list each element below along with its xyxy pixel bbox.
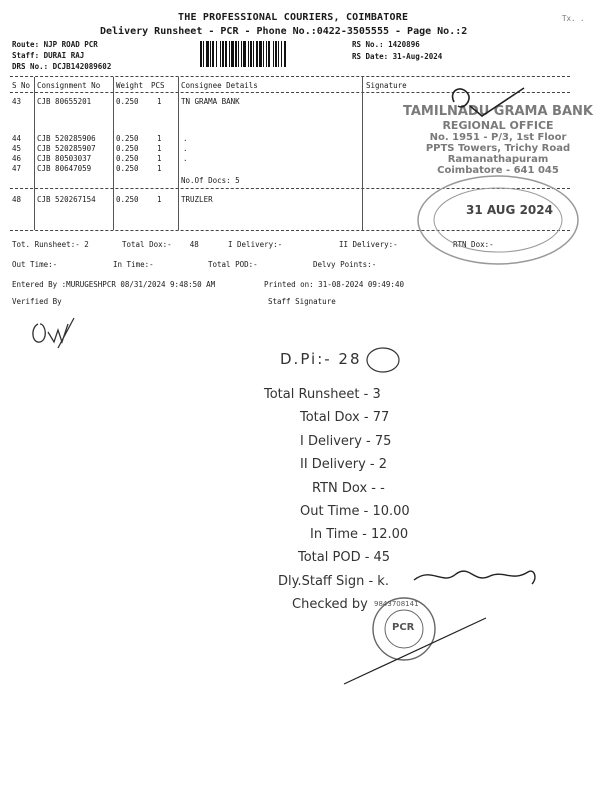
col-weight: Weight (116, 81, 144, 90)
verified-signature (28, 312, 80, 354)
corner-mark: Tx. . (562, 14, 585, 23)
tot-runsheet: Tot. Runsheet:- 2 (12, 240, 89, 249)
cell-consignment: CJB 520285906 (37, 134, 96, 143)
oval-stamp (414, 172, 582, 268)
verified-by-label: Verified By (12, 297, 62, 306)
cell-weight: 0.250 (116, 195, 139, 204)
cell-sno: 47 (12, 164, 22, 173)
cell-sno: 44 (12, 134, 22, 143)
pcr-stamp-number: 9843708141 (374, 600, 419, 608)
col-consignee: Consignee Details (181, 81, 258, 90)
runsheet-subtitle: Delivery Runsheet - PCR - Phone No.:0422-3505555 - Page No.:2 (100, 26, 468, 37)
staff-label: Staff: DURAI RAJ (12, 51, 85, 60)
hw-out-time: Out Time - 10.00 (300, 504, 410, 519)
hw-ii-delivery: II Delivery - 2 (300, 457, 387, 472)
bank-stamp-line: No. 1951 - P/3, 1st Floor (429, 132, 567, 143)
col-divider (34, 77, 35, 230)
pcr-stamp-label: PCR (392, 622, 415, 633)
barcode (198, 41, 346, 69)
hw-checked-by: Checked by (292, 597, 368, 612)
ii-delivery: II Delivery:- (339, 240, 398, 249)
bank-stamp-line: Coimbatore - 641 045 (437, 165, 559, 176)
hw-in-time: In Time - 12.00 (310, 527, 409, 542)
cell-sno: 45 (12, 144, 22, 153)
col-consignment: Consignment No (37, 81, 101, 90)
cell-consignment: CJB 80655201 (37, 97, 92, 106)
total-dox: Total Dox:- 48 (122, 240, 199, 249)
rtn-dox: RTN Dox:- (453, 240, 494, 249)
col-divider (362, 77, 363, 230)
date-stamp: 31 AUG 2024 (466, 203, 553, 217)
hw-rtn-dox: RTN Dox - - (312, 481, 385, 496)
cell-details: TN GRAMA BANK (181, 97, 240, 106)
entered-by: Entered By :MURUGESHPCR 08/31/2024 9:48:50 AM (12, 280, 216, 289)
cell-weight: 0.250 (116, 144, 139, 153)
col-sno: S No (12, 81, 31, 90)
col-divider (113, 77, 114, 230)
bank-stamp-line: PPTS Towers, Trichy Road (425, 143, 571, 154)
out-time: Out Time:- (12, 260, 58, 269)
cell-sno: 43 (12, 97, 22, 106)
hw-total-runsheet: Total Runsheet - 3 (264, 387, 381, 402)
cell-weight: 0.250 (116, 154, 139, 163)
dpi-text: D.Pi:- 28 (280, 350, 362, 368)
cell-weight: 0.250 (116, 134, 139, 143)
route-label: Route: NJP ROAD PCR (12, 40, 98, 49)
cell-sno: 48 (12, 195, 22, 204)
col-pcs: PCS (151, 81, 165, 90)
rs-date: RS Date: 31-Aug-2024 (352, 52, 443, 61)
cell-details: . (183, 154, 188, 163)
cell-pcs: 1 (157, 144, 162, 153)
cell-pcs: 1 (157, 134, 162, 143)
cell-pcs: 1 (157, 164, 162, 173)
in-time: In Time:- (113, 260, 154, 269)
table-top-rule (10, 76, 570, 77)
cell-details: TRUZLER (181, 195, 213, 204)
col-signature: Signature (366, 81, 407, 90)
delvy-points: Delvy Points:- (313, 260, 377, 269)
rs-number: RS No.: 1420896 (352, 40, 420, 49)
cell-details: . (183, 134, 188, 143)
total-pod: Total POD:- (208, 260, 258, 269)
printed-on: Printed on: 31-08-2024 09:49:40 (264, 280, 404, 289)
cell-consignment: CJB 520285907 (37, 144, 96, 153)
hw-dly-staff-sign: Dly.Staff Sign - k. (278, 574, 389, 589)
cell-consignment: CJB 80503037 (37, 154, 92, 163)
company-title: THE PROFESSIONAL COURIERS, COIMBATORE (178, 12, 409, 23)
check-stroke (340, 614, 490, 694)
cell-weight: 0.250 (116, 97, 139, 106)
bank-stamp-line: TAMILNADU GRAMA BANK (403, 104, 593, 119)
drs-label: DRS No.: DCJB142089602 (12, 62, 112, 71)
hw-total-pod: Total POD - 45 (298, 550, 391, 565)
cell-pcs: 1 (157, 195, 162, 204)
cell-sno: 46 (12, 154, 22, 163)
cell-details: . (183, 144, 188, 153)
staff-signature-label: Staff Signature (268, 297, 336, 306)
cell-pcs: 1 (157, 154, 162, 163)
hw-i-delivery: I Delivery - 75 (300, 434, 392, 449)
i-delivery: I Delivery:- (228, 240, 283, 249)
bank-stamp-line: REGIONAL OFFICE (442, 119, 554, 132)
cell-consignment: CJB 80647059 (37, 164, 92, 173)
received-signature (440, 80, 530, 130)
no-of-docs: No.Of Docs: 5 (181, 176, 240, 185)
cell-consignment: CJB 520267154 (37, 195, 96, 204)
bank-stamp-line: Ramanathapuram (447, 154, 549, 165)
cell-pcs: 1 (157, 97, 162, 106)
hw-total-dox: Total Dox - 77 (300, 410, 390, 425)
col-divider (178, 77, 179, 230)
cell-weight: 0.250 (116, 164, 139, 173)
staff-sign-scribble (412, 562, 542, 590)
